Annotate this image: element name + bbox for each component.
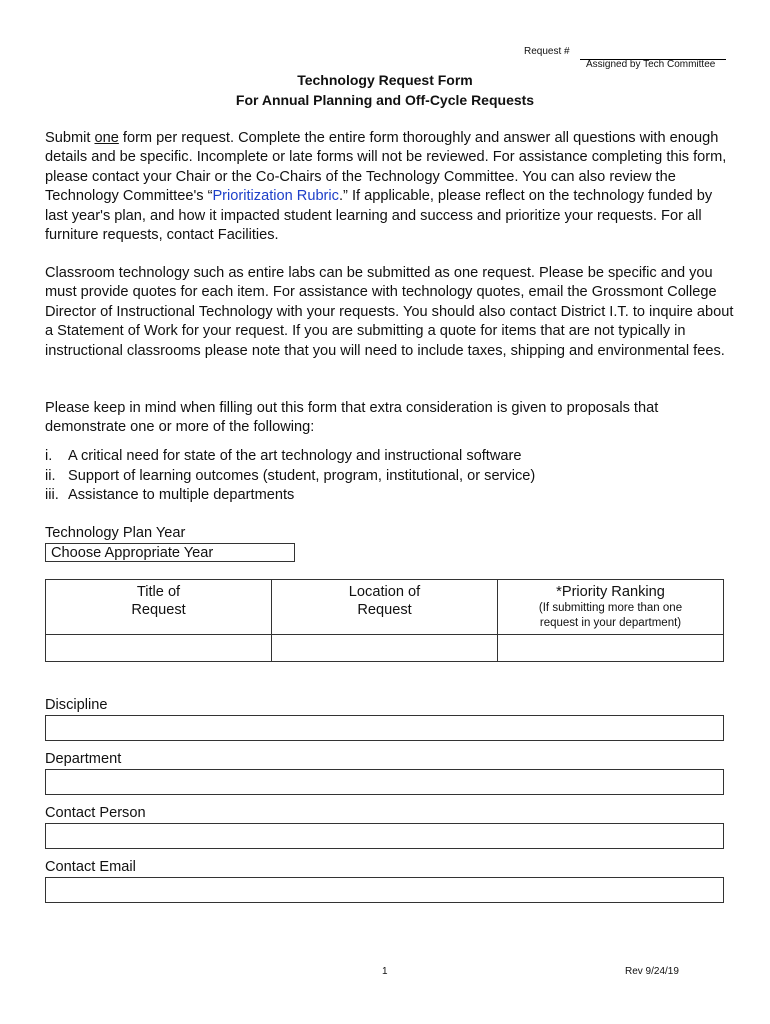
contact-email-input[interactable] (45, 877, 724, 903)
title-input[interactable] (46, 635, 272, 662)
instructions-paragraph-2: Classroom technology such as entire labs can be submitted as one request. Please be specific and you must provide quotes for each item. For assistance with technology quotes, email the Grossmont College Director of Instructional Technology with your requests. You should also contact District I.T. to inquire about a Statement of Work for your request. If you are submitting a quote for items that are not typically in instructional classrooms please note that you will need to include taxes, shipping and environmental fees. (45, 265, 734, 359)
priority-header: *Priority Ranking (If submitting more than one request in your department) (498, 580, 724, 635)
revision-date: Rev 9/24/19 (625, 966, 679, 977)
criteria-list (45, 447, 535, 506)
request-table (45, 579, 724, 662)
contact-person-input[interactable] (45, 823, 724, 849)
criteria-item: iii. Assistance to multiple departments (45, 487, 295, 504)
request-number-label: Request # (524, 46, 570, 57)
assigned-by-label: Assigned by Tech Committee (586, 59, 716, 70)
underlined-one: one (94, 130, 119, 146)
location-header: Location of Request (272, 580, 498, 635)
contact-email-label: Contact Email (45, 859, 136, 875)
form-subtitle: For Annual Planning and Off-Cycle Requests (235, 92, 535, 108)
department-label: Department (45, 751, 122, 767)
title-header: Title of Request (46, 580, 272, 635)
discipline-label: Discipline (45, 697, 108, 713)
discipline-input[interactable] (45, 715, 724, 741)
instructions-paragraph-3: Please keep in mind when filling out this form that extra consideration is given to proposals that demonstrate one or more of the following: (45, 400, 659, 436)
criteria-item: ii. Support of learning outcomes (student, program, institutional, or service) (45, 467, 536, 484)
instructions-paragraph-1: Submit one form per request. Complete the entire form thoroughly and answer all questions with enough details and be specific. Incomplete or late forms will not be reviewed. For assistance completing this form, please contact your Chair or the Co-Chairs of the Technology Committee. You can also review the Technology Committee's “Prioritization Rubric.” If applicable, please reflect on the technology funded by last year's plan, and how it impacted student learning and success and prioritize your requests. For all furniture requests, contact Facilities. (45, 130, 727, 244)
priority-input[interactable] (498, 635, 724, 662)
page-number: 1 (382, 966, 388, 977)
plan-year-label: Technology Plan Year (45, 525, 186, 541)
prioritization-rubric-link[interactable]: Prioritization Rubric (212, 188, 339, 205)
location-input[interactable] (272, 635, 498, 662)
department-input[interactable] (45, 769, 724, 795)
form-title: Technology Request Form (297, 72, 473, 88)
plan-year-select[interactable]: Choose Appropriate Year (45, 543, 295, 562)
contact-person-label: Contact Person (45, 805, 146, 821)
criteria-item: i. A critical need for state of the art technology and instructional software (45, 448, 522, 464)
